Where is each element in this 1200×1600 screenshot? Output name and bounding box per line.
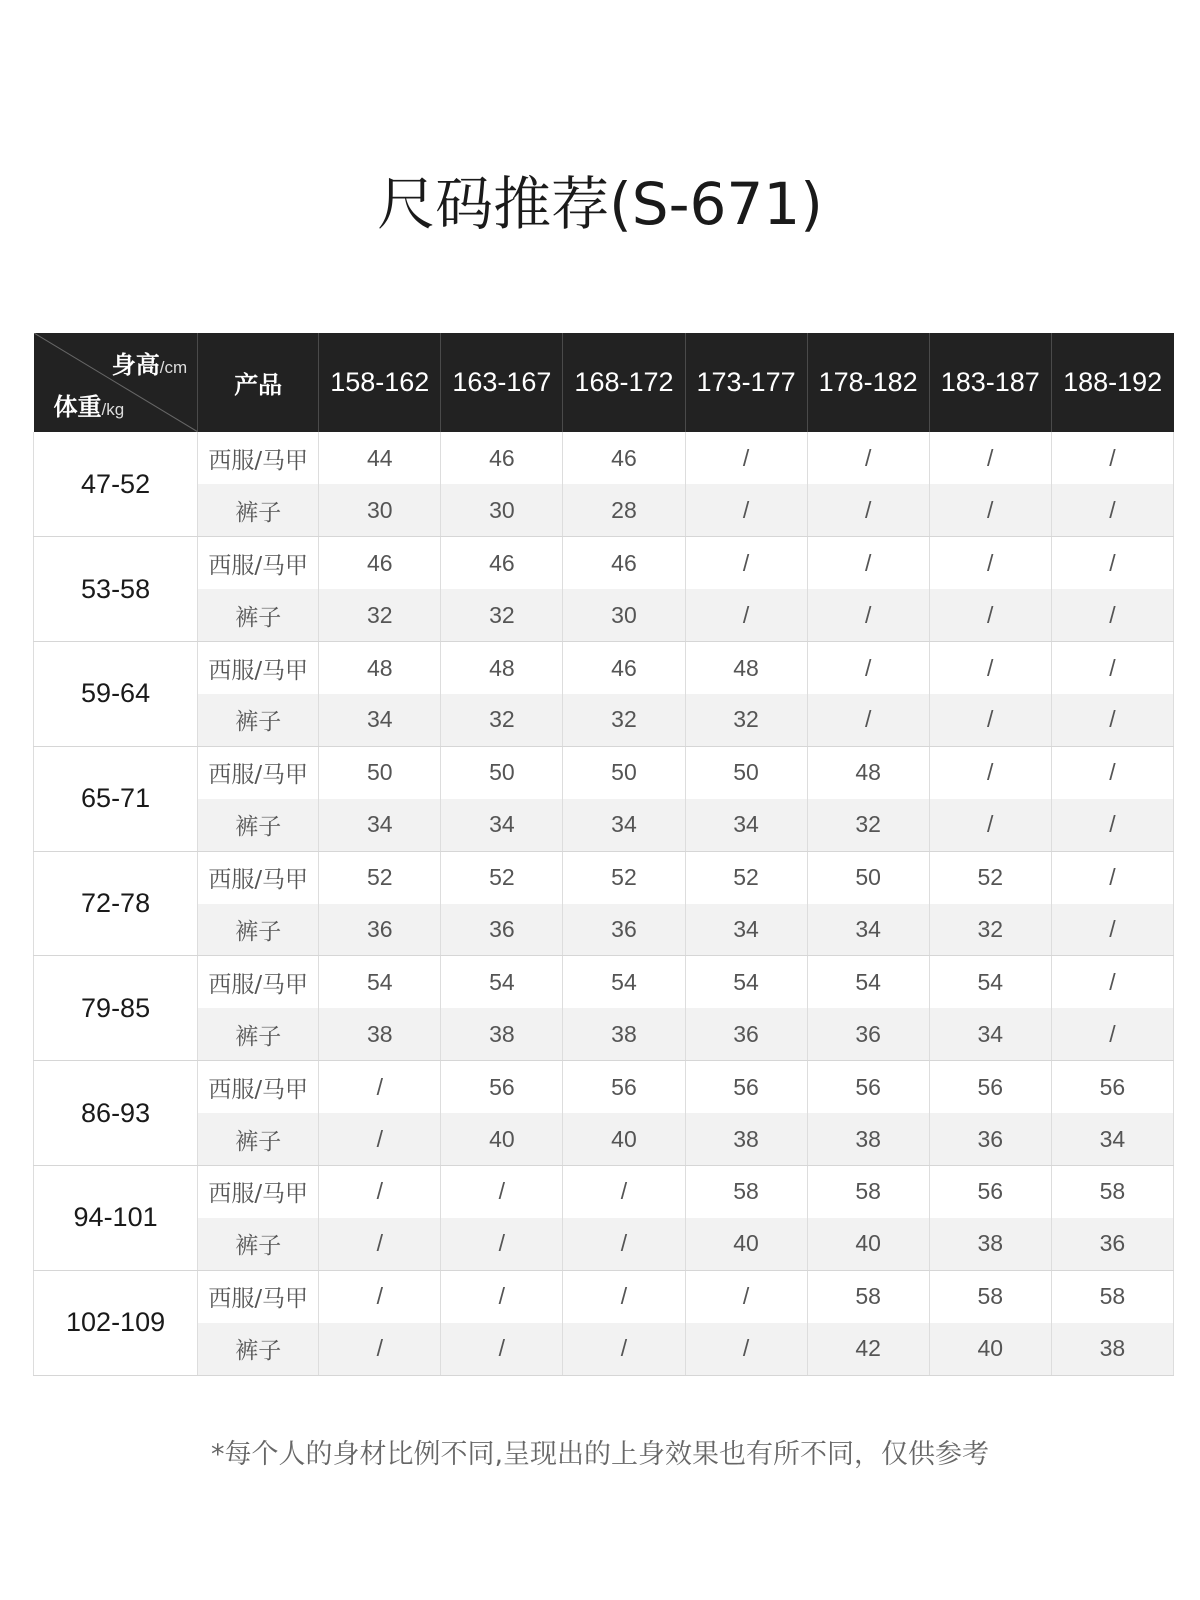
product-suit-cell: 西服/马甲: [198, 537, 319, 589]
size-value-cell: /: [929, 432, 1051, 484]
weight-range-cell: 72-78: [34, 851, 198, 956]
size-value-cell: 40: [563, 1113, 685, 1165]
product-pants-cell: 裤子: [198, 1113, 319, 1165]
size-value-cell: 34: [685, 904, 807, 956]
size-value-cell: 54: [319, 956, 441, 1008]
table-row: [34, 904, 1174, 956]
table-row: [34, 1061, 1174, 1113]
size-value-cell: 32: [563, 694, 685, 746]
size-value-cell: 38: [929, 1218, 1051, 1270]
table-row: [34, 1270, 1174, 1322]
size-value-cell: 32: [807, 799, 929, 851]
size-value-cell: 34: [685, 799, 807, 851]
table-row: [34, 1008, 1174, 1060]
size-value-cell: 36: [807, 1008, 929, 1060]
table-row: [34, 746, 1174, 798]
size-value-cell: 54: [807, 956, 929, 1008]
product-suit-cell: 西服/马甲: [198, 746, 319, 798]
size-value-cell: /: [685, 1270, 807, 1322]
size-value-cell: 48: [319, 642, 441, 694]
size-value-cell: 34: [319, 799, 441, 851]
weight-range-cell: 59-64: [34, 642, 198, 747]
size-value-cell: 36: [441, 904, 563, 956]
size-value-cell: 58: [685, 1165, 807, 1217]
size-value-cell: /: [807, 537, 929, 589]
product-suit-cell: 西服/马甲: [198, 432, 319, 484]
size-value-cell: 38: [807, 1113, 929, 1165]
size-value-cell: /: [441, 1165, 563, 1217]
weight-axis-label: 体重/kg: [53, 393, 125, 421]
size-value-cell: 36: [319, 904, 441, 956]
size-value-cell: 34: [929, 1008, 1051, 1060]
size-value-cell: 40: [929, 1323, 1051, 1375]
size-value-cell: /: [319, 1061, 441, 1113]
size-value-cell: 40: [441, 1113, 563, 1165]
weight-range-cell: 79-85: [34, 956, 198, 1061]
table-row: [34, 1218, 1174, 1270]
height-axis-label: 身高/cm: [111, 351, 188, 379]
size-value-cell: 34: [319, 694, 441, 746]
product-pants-cell: 裤子: [198, 904, 319, 956]
size-value-cell: 54: [563, 956, 685, 1008]
size-value-cell: 48: [685, 642, 807, 694]
size-table-body: [34, 432, 1174, 1375]
size-value-cell: /: [807, 642, 929, 694]
size-value-cell: /: [807, 589, 929, 641]
size-value-cell: /: [929, 589, 1051, 641]
size-value-cell: 42: [807, 1323, 929, 1375]
height-column-header: 183-187: [929, 333, 1051, 432]
product-suit-cell: 西服/马甲: [198, 1165, 319, 1217]
product-pants-cell: 裤子: [198, 484, 319, 536]
size-value-cell: /: [1051, 589, 1173, 641]
height-column-header: 168-172: [563, 333, 685, 432]
size-value-cell: /: [1051, 904, 1173, 956]
size-value-cell: /: [807, 694, 929, 746]
size-value-cell: 52: [319, 851, 441, 903]
size-value-cell: /: [929, 799, 1051, 851]
size-value-cell: 54: [929, 956, 1051, 1008]
weight-range-cell: 47-52: [34, 432, 198, 537]
size-value-cell: 56: [929, 1165, 1051, 1217]
size-value-cell: 36: [685, 1008, 807, 1060]
product-pants-cell: 裤子: [198, 694, 319, 746]
size-value-cell: 48: [441, 642, 563, 694]
size-value-cell: 32: [685, 694, 807, 746]
table-row: [34, 589, 1174, 641]
product-suit-cell: 西服/马甲: [198, 851, 319, 903]
footnote: *每个人的身材比例不同,呈现出的上身效果也有所不同，仅供参考: [210, 1439, 990, 1470]
table-row: [34, 799, 1174, 851]
size-value-cell: /: [563, 1165, 685, 1217]
size-value-cell: 50: [685, 746, 807, 798]
size-value-cell: /: [563, 1323, 685, 1375]
size-value-cell: 56: [929, 1061, 1051, 1113]
table-row: [34, 1113, 1174, 1165]
size-value-cell: /: [441, 1218, 563, 1270]
table-row: [34, 484, 1174, 536]
product-column-header: 产品: [198, 333, 319, 432]
size-value-cell: 52: [929, 851, 1051, 903]
size-value-cell: /: [685, 484, 807, 536]
size-value-cell: /: [1051, 799, 1173, 851]
table-row: [34, 956, 1174, 1008]
size-value-cell: 40: [685, 1218, 807, 1270]
size-value-cell: /: [1051, 537, 1173, 589]
size-chart-table: [33, 333, 1174, 1376]
size-value-cell: /: [1051, 746, 1173, 798]
product-pants-cell: 裤子: [198, 799, 319, 851]
size-value-cell: /: [807, 432, 929, 484]
size-value-cell: 34: [441, 799, 563, 851]
size-value-cell: 54: [441, 956, 563, 1008]
height-column-header: 163-167: [441, 333, 563, 432]
size-value-cell: 52: [685, 851, 807, 903]
size-value-cell: /: [1051, 642, 1173, 694]
size-value-cell: /: [1051, 1008, 1173, 1060]
size-value-cell: /: [685, 537, 807, 589]
size-value-cell: /: [929, 746, 1051, 798]
size-value-cell: /: [807, 484, 929, 536]
size-value-cell: 50: [807, 851, 929, 903]
size-value-cell: 58: [807, 1165, 929, 1217]
corner-header-cell: [34, 333, 198, 432]
size-value-cell: 38: [319, 1008, 441, 1060]
size-value-cell: 54: [685, 956, 807, 1008]
table-row: [34, 694, 1174, 746]
size-value-cell: /: [929, 642, 1051, 694]
height-column-header: 178-182: [807, 333, 929, 432]
size-value-cell: /: [319, 1323, 441, 1375]
table-row: [34, 1323, 1174, 1375]
size-value-cell: 32: [441, 589, 563, 641]
size-value-cell: /: [685, 1323, 807, 1375]
product-suit-cell: 西服/马甲: [198, 956, 319, 1008]
size-value-cell: /: [929, 484, 1051, 536]
size-value-cell: 56: [685, 1061, 807, 1113]
size-value-cell: /: [1051, 432, 1173, 484]
table-row: [34, 537, 1174, 589]
size-value-cell: 36: [929, 1113, 1051, 1165]
weight-range-cell: 53-58: [34, 537, 198, 642]
size-value-cell: 40: [807, 1218, 929, 1270]
size-value-cell: 56: [563, 1061, 685, 1113]
size-value-cell: 44: [319, 432, 441, 484]
product-pants-cell: 裤子: [198, 589, 319, 641]
size-value-cell: 38: [685, 1113, 807, 1165]
size-value-cell: 56: [441, 1061, 563, 1113]
table-row: [34, 642, 1174, 694]
product-suit-cell: 西服/马甲: [198, 642, 319, 694]
size-value-cell: 46: [319, 537, 441, 589]
size-value-cell: 32: [441, 694, 563, 746]
size-value-cell: 34: [1051, 1113, 1173, 1165]
product-pants-cell: 裤子: [198, 1008, 319, 1060]
size-value-cell: 46: [563, 537, 685, 589]
table-row: [34, 432, 1174, 484]
size-value-cell: 30: [441, 484, 563, 536]
size-value-cell: /: [441, 1270, 563, 1322]
size-value-cell: 58: [929, 1270, 1051, 1322]
table-header-row: [34, 333, 1174, 432]
size-value-cell: 48: [807, 746, 929, 798]
height-column-header: 173-177: [685, 333, 807, 432]
size-value-cell: 28: [563, 484, 685, 536]
size-value-cell: /: [929, 537, 1051, 589]
size-value-cell: 38: [441, 1008, 563, 1060]
size-value-cell: 38: [1051, 1323, 1173, 1375]
height-column-header: 158-162: [319, 333, 441, 432]
size-value-cell: /: [441, 1323, 563, 1375]
product-suit-cell: 西服/马甲: [198, 1061, 319, 1113]
table-row: [34, 851, 1174, 903]
size-value-cell: 52: [563, 851, 685, 903]
size-value-cell: /: [319, 1270, 441, 1322]
size-value-cell: 34: [563, 799, 685, 851]
size-value-cell: /: [685, 432, 807, 484]
size-value-cell: /: [1051, 956, 1173, 1008]
product-pants-cell: 裤子: [198, 1218, 319, 1270]
size-value-cell: 50: [319, 746, 441, 798]
size-value-cell: 36: [563, 904, 685, 956]
size-value-cell: /: [1051, 851, 1173, 903]
size-value-cell: /: [319, 1218, 441, 1270]
weight-range-cell: 65-71: [34, 746, 198, 851]
size-value-cell: /: [563, 1218, 685, 1270]
product-pants-cell: 裤子: [198, 1323, 319, 1375]
page-title: 尺码推荐(S-671): [377, 170, 823, 238]
size-value-cell: 32: [929, 904, 1051, 956]
size-value-cell: 46: [441, 537, 563, 589]
size-value-cell: /: [929, 694, 1051, 746]
weight-range-cell: 94-101: [34, 1165, 198, 1270]
size-value-cell: 56: [1051, 1061, 1173, 1113]
size-value-cell: /: [319, 1165, 441, 1217]
height-column-header: 188-192: [1051, 333, 1173, 432]
size-value-cell: 50: [441, 746, 563, 798]
size-value-cell: 46: [563, 432, 685, 484]
size-value-cell: 58: [807, 1270, 929, 1322]
size-value-cell: 46: [441, 432, 563, 484]
size-value-cell: 38: [563, 1008, 685, 1060]
table-row: [34, 1165, 1174, 1217]
size-value-cell: /: [563, 1270, 685, 1322]
size-value-cell: 56: [807, 1061, 929, 1113]
size-value-cell: 58: [1051, 1165, 1173, 1217]
size-value-cell: 32: [319, 589, 441, 641]
size-value-cell: /: [319, 1113, 441, 1165]
size-value-cell: 58: [1051, 1270, 1173, 1322]
size-value-cell: 34: [807, 904, 929, 956]
size-value-cell: 36: [1051, 1218, 1173, 1270]
size-value-cell: 50: [563, 746, 685, 798]
weight-range-cell: 86-93: [34, 1061, 198, 1166]
product-suit-cell: 西服/马甲: [198, 1270, 319, 1322]
size-value-cell: 52: [441, 851, 563, 903]
size-value-cell: /: [685, 589, 807, 641]
size-value-cell: /: [1051, 694, 1173, 746]
size-value-cell: 30: [563, 589, 685, 641]
size-value-cell: 46: [563, 642, 685, 694]
size-value-cell: /: [1051, 484, 1173, 536]
weight-range-cell: 102-109: [34, 1270, 198, 1375]
size-value-cell: 30: [319, 484, 441, 536]
